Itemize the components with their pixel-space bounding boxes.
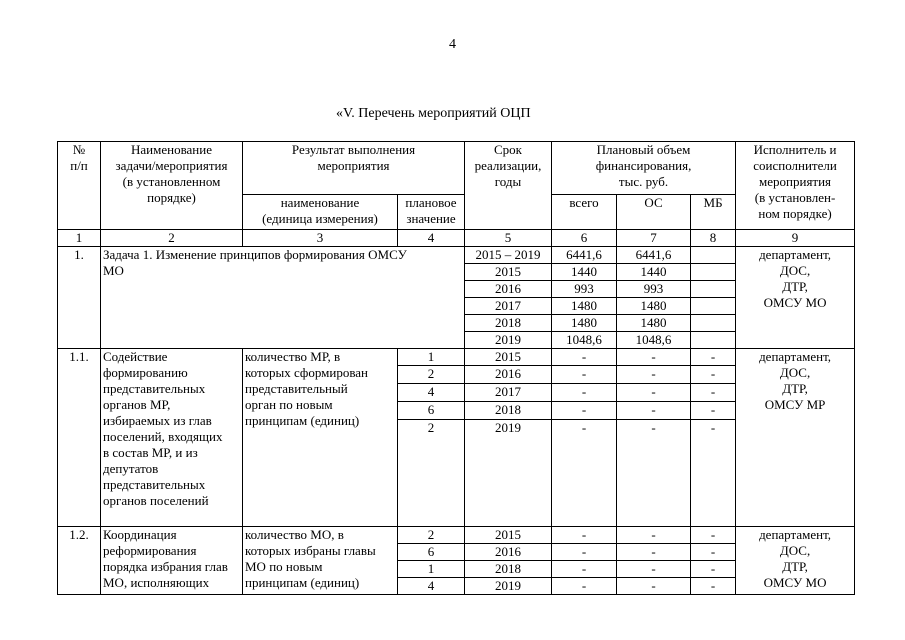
header-mb: МБ xyxy=(691,195,736,230)
os-cell: - xyxy=(617,420,691,527)
mb-cell xyxy=(691,298,736,315)
page-number: 4 xyxy=(449,37,456,52)
total-cell: 1048,6 xyxy=(552,332,617,349)
total-cell: - xyxy=(552,384,617,402)
header-total: всего xyxy=(552,195,617,230)
os-cell: - xyxy=(617,544,691,561)
mb-cell xyxy=(691,247,736,264)
mb-cell xyxy=(691,264,736,281)
total-cell: - xyxy=(552,561,617,578)
year-cell: 2016 xyxy=(465,544,552,561)
mb-cell: - xyxy=(691,402,736,420)
header-result: Результат выполнения мероприятия xyxy=(243,142,465,195)
item-num: 1.2. xyxy=(58,527,101,595)
item-name: Координация реформирования порядка избрания глав МО, исполняющих xyxy=(101,527,243,595)
result-name: количество МО, в которых избраны главы МО по новым принципам (единиц) xyxy=(243,527,398,595)
header-finance: Плановый объем финансирования, тыс. руб. xyxy=(552,142,736,195)
os-cell: - xyxy=(617,561,691,578)
os-cell: - xyxy=(617,384,691,402)
os-cell: 993 xyxy=(617,281,691,298)
os-cell: - xyxy=(617,402,691,420)
activities-table xyxy=(57,141,855,595)
total-cell: - xyxy=(552,578,617,595)
total-cell: 1480 xyxy=(552,298,617,315)
year-cell: 2019 xyxy=(465,420,552,527)
mb-cell: - xyxy=(691,578,736,595)
value-cell: 6 xyxy=(398,544,465,561)
year-cell: 2018 xyxy=(465,402,552,420)
mb-cell xyxy=(691,281,736,298)
year-cell: 2017 xyxy=(465,298,552,315)
executor-cell: департамент, ДОС, ДТР, ОМСУ МО xyxy=(736,527,855,595)
header-num: № п/п xyxy=(58,142,101,230)
result-name: количество МР, в которых сформирован представительный орган по новым принципам (единиц) xyxy=(243,349,398,527)
col-number: 1 xyxy=(58,230,101,247)
section-title: «V. Перечень мероприятий ОЦП xyxy=(336,106,531,121)
year-cell: 2018 xyxy=(465,315,552,332)
mb-cell: - xyxy=(691,366,736,384)
col-number: 8 xyxy=(691,230,736,247)
mb-cell: - xyxy=(691,420,736,527)
value-cell: 6 xyxy=(398,402,465,420)
task-num: 1. xyxy=(58,247,101,349)
col-number: 6 xyxy=(552,230,617,247)
year-cell: 2015 – 2019 xyxy=(465,247,552,264)
col-number: 2 xyxy=(101,230,243,247)
header-result-name: наименование (единица измерения) xyxy=(243,195,398,230)
header-executor: Исполнитель и соисполнители мероприятия (в установлен- ном порядке) xyxy=(736,142,855,230)
os-cell: 1440 xyxy=(617,264,691,281)
header-name: Наименование задачи/мероприятия (в установленном порядке) xyxy=(101,142,243,230)
total-cell: - xyxy=(552,527,617,544)
total-cell: 1440 xyxy=(552,264,617,281)
year-cell: 2016 xyxy=(465,366,552,384)
year-cell: 2015 xyxy=(465,527,552,544)
total-cell: - xyxy=(552,366,617,384)
table-row xyxy=(58,247,855,264)
total-cell: 1480 xyxy=(552,315,617,332)
year-cell: 2015 xyxy=(465,264,552,281)
header-result-value: плановое значение xyxy=(398,195,465,230)
total-cell: 6441,6 xyxy=(552,247,617,264)
mb-cell xyxy=(691,332,736,349)
mb-cell: - xyxy=(691,384,736,402)
os-cell: - xyxy=(617,578,691,595)
os-cell: 6441,6 xyxy=(617,247,691,264)
os-cell: 1480 xyxy=(617,315,691,332)
total-cell: - xyxy=(552,544,617,561)
header-os: ОС xyxy=(617,195,691,230)
col-number: 3 xyxy=(243,230,398,247)
value-cell: 2 xyxy=(398,527,465,544)
item-num: 1.1. xyxy=(58,349,101,527)
col-number: 5 xyxy=(465,230,552,247)
mb-cell: - xyxy=(691,527,736,544)
value-cell: 1 xyxy=(398,561,465,578)
os-cell: 1480 xyxy=(617,298,691,315)
year-cell: 2019 xyxy=(465,332,552,349)
value-cell: 4 xyxy=(398,384,465,402)
value-cell: 1 xyxy=(398,349,465,366)
year-cell: 2017 xyxy=(465,384,552,402)
item-name: Содействие формированию представительных органов МР, избираемых из глав поселений, входящих в состав МР, и из депутатов представительных органов поселений xyxy=(101,349,243,527)
mb-cell: - xyxy=(691,561,736,578)
col-number: 4 xyxy=(398,230,465,247)
year-cell: 2019 xyxy=(465,578,552,595)
year-cell: 2018 xyxy=(465,561,552,578)
mb-cell: - xyxy=(691,349,736,366)
mb-cell xyxy=(691,315,736,332)
table-row xyxy=(58,349,855,366)
year-cell: 2015 xyxy=(465,349,552,366)
os-cell: - xyxy=(617,366,691,384)
os-cell: - xyxy=(617,349,691,366)
value-cell: 2 xyxy=(398,420,465,527)
task-name: Задача 1. Изменение принципов формирования ОМСУ МО xyxy=(101,247,465,349)
col-number: 9 xyxy=(736,230,855,247)
value-cell: 2 xyxy=(398,366,465,384)
total-cell: 993 xyxy=(552,281,617,298)
table-row xyxy=(58,527,855,544)
col-number: 7 xyxy=(617,230,691,247)
executor-cell: департамент, ДОС, ДТР, ОМСУ МО xyxy=(736,247,855,349)
year-cell: 2016 xyxy=(465,281,552,298)
total-cell: - xyxy=(552,349,617,366)
total-cell: - xyxy=(552,402,617,420)
header-term: Срок реализации, годы xyxy=(465,142,552,230)
total-cell: - xyxy=(552,420,617,527)
os-cell: - xyxy=(617,527,691,544)
os-cell: 1048,6 xyxy=(617,332,691,349)
mb-cell: - xyxy=(691,544,736,561)
value-cell: 4 xyxy=(398,578,465,595)
executor-cell: департамент, ДОС, ДТР, ОМСУ МР xyxy=(736,349,855,527)
